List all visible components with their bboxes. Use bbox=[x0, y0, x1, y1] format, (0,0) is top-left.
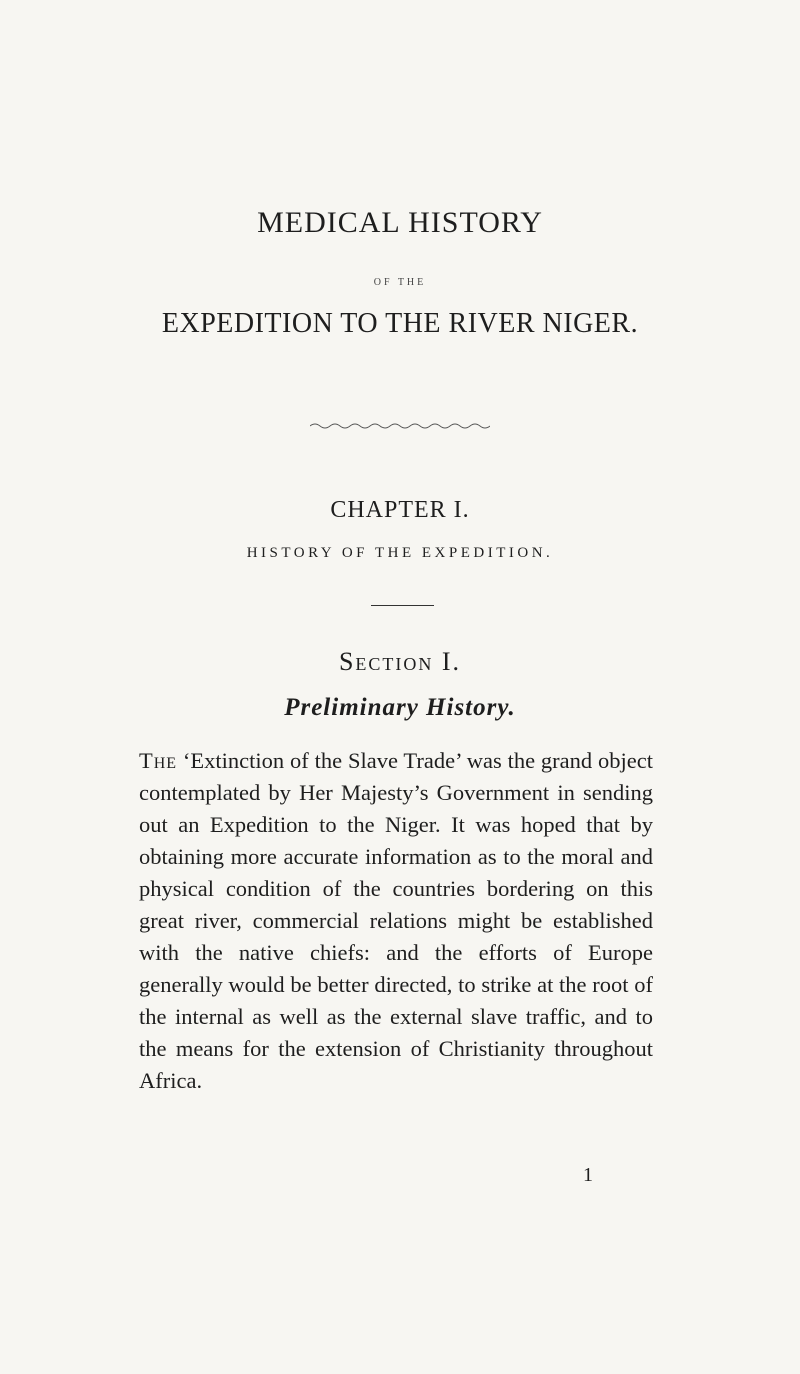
body-lead-word: The bbox=[139, 748, 178, 773]
section-divider bbox=[371, 605, 434, 606]
chapter-heading: CHAPTER I. bbox=[330, 497, 470, 523]
title-connector: OF THE bbox=[373, 277, 427, 288]
subtitle: EXPEDITION TO THE RIVER NIGER. bbox=[161, 308, 639, 339]
chapter-title: HISTORY OF THE EXPEDITION. bbox=[246, 545, 554, 561]
main-title: MEDICAL HISTORY bbox=[257, 206, 543, 239]
section-heading: Section I. bbox=[338, 647, 462, 676]
body-paragraph bbox=[139, 745, 653, 1097]
section-title: Preliminary History. bbox=[284, 694, 516, 721]
wavy-divider bbox=[310, 422, 490, 430]
body-text: ‘Extinction of the Slave Trade’ was the grand object contemplated by Her Majesty’s Government in sending out an Expedition to the Niger. It was hoped that by obtaining more accurate information as to the moral and physical condition of the countries bordering on this great river, commercial relations might be established with the native chiefs: and the efforts of Europe generally would be better directed, to strike at the root of the internal as well as the external slave traffic, and to the means for the extension of Christianity throughout Africa. bbox=[139, 748, 653, 1093]
page-number: 1 bbox=[583, 1164, 593, 1186]
